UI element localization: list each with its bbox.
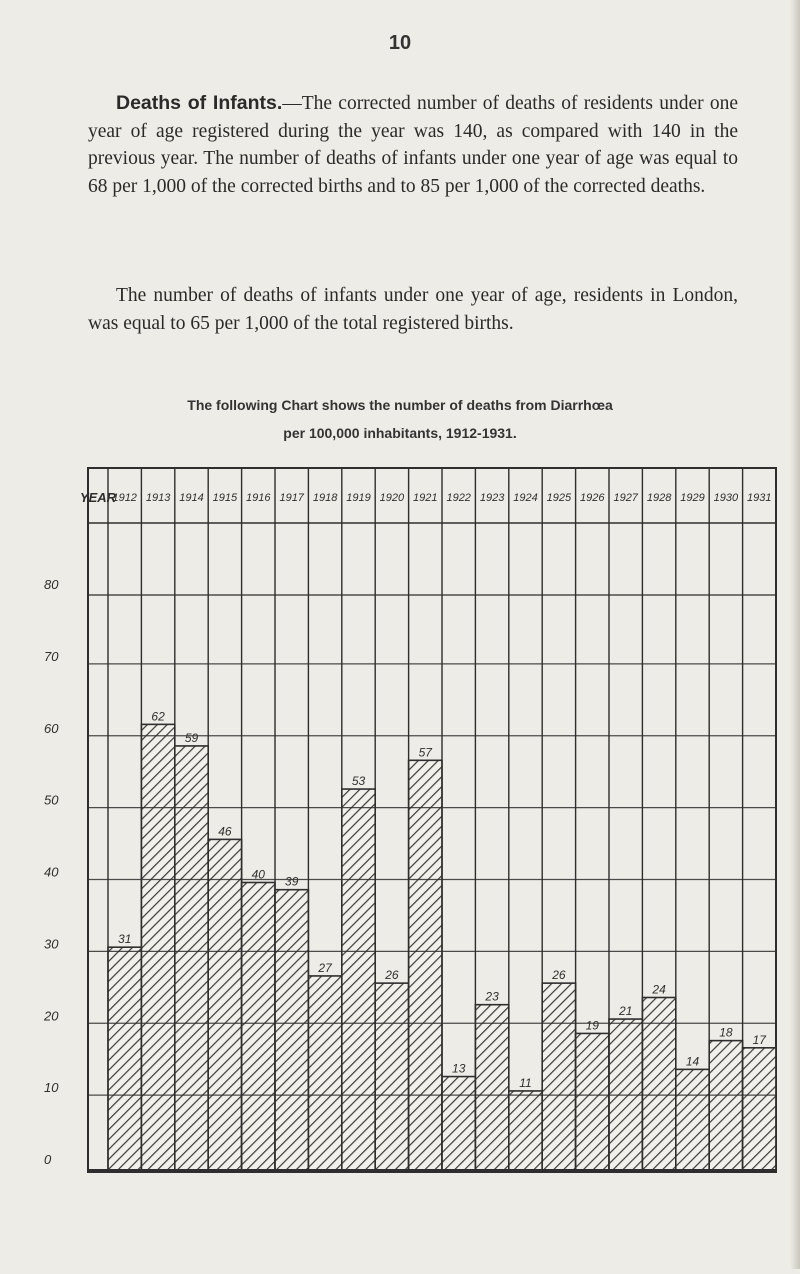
chart-value-label: 40: [251, 867, 265, 882]
chart-value-label: 21: [619, 1004, 633, 1019]
chart-value-label: 26: [385, 968, 399, 983]
chart-year-label: 1920: [379, 492, 405, 504]
chart-bar: [275, 890, 308, 1170]
chart-bar: [141, 724, 174, 1170]
chart-y-tick-label: 60: [44, 720, 59, 736]
chart-year-label: 1926: [580, 492, 605, 504]
chart-year-label: 1923: [479, 492, 505, 504]
chart-value-label: 13: [452, 1061, 466, 1076]
chart-y-tick-label: 10: [44, 1080, 59, 1096]
chart-y-tick-label: 50: [44, 792, 59, 808]
chart-bar: [676, 1069, 709, 1170]
chart-year-label: 1916: [246, 492, 271, 504]
chart-bar: [709, 1041, 742, 1170]
chart-value-label: 59: [184, 730, 199, 745]
chart-year-label: 1929: [680, 492, 705, 504]
chart-value-label: 14: [685, 1054, 700, 1069]
chart-bar: [409, 760, 442, 1170]
chart-caption-line-2: per 100,000 inhabitants, 1912-1931.: [283, 425, 517, 441]
chart-bar: [542, 983, 575, 1170]
chart-year-label: 1912: [112, 492, 137, 504]
chart-y-tick-label: 80: [44, 577, 59, 592]
chart-year-label: 1921: [413, 492, 438, 504]
chart-y-tick-label: 30: [44, 936, 59, 952]
chart-year-label: 1919: [346, 492, 371, 504]
chart-year-label: 1915: [212, 492, 238, 504]
chart-value-label: 31: [118, 932, 132, 947]
page-number: 10: [388, 32, 412, 54]
chart-y-tick-label: 20: [44, 1008, 59, 1024]
chart-value-label: 62: [151, 709, 165, 724]
paragraph-body: —The corrected number of deaths of residents under one year of age registered during the year was 140, as compared with 140 in the previous year. The number of deaths of infants under one year of age was equal to 68 per 1,000 of the corrected births and to 85 per 1,000 of the corrected deaths.: [88, 93, 738, 197]
chart-bar: [375, 983, 408, 1170]
chart-value-label: 18: [719, 1025, 733, 1040]
chart-year-label: 1917: [279, 492, 304, 504]
chart-value-label: 23: [485, 989, 499, 1004]
chart-year-label: 1927: [613, 492, 638, 504]
chart-bar: [308, 976, 341, 1170]
chart-year-label: 1913: [145, 492, 171, 504]
chart-value-label: 46: [218, 824, 232, 839]
chart-header-label: YEAR: [79, 490, 117, 505]
chart-bar: [475, 1005, 508, 1170]
paragraph-heading: Deaths of Infants.: [116, 92, 283, 114]
chart-year-label: 1922: [446, 492, 471, 504]
chart-value-label: 53: [351, 774, 366, 789]
page-edge-shadow: [790, 0, 800, 1269]
chart-value-label: 24: [652, 982, 666, 997]
chart-value-label: 11: [519, 1075, 532, 1090]
chart-bar: [743, 1048, 776, 1170]
chart-bar: [442, 1077, 475, 1170]
chart-bar: [342, 789, 375, 1170]
chart-bar: [242, 883, 275, 1171]
chart-bar: [208, 839, 241, 1170]
chart-bar: [576, 1033, 609, 1170]
chart-year-label: 1930: [713, 492, 739, 504]
chart-value-label: 27: [318, 960, 332, 975]
chart-year-label: 1924: [513, 492, 538, 504]
chart-year-label: 1914: [179, 492, 204, 504]
chart-bar: [175, 746, 208, 1170]
chart-y-tick-label: 40: [44, 864, 59, 880]
chart-value-label: 17: [752, 1032, 766, 1047]
chart-value-label: 19: [585, 1018, 599, 1033]
chart-year-label: 1928: [646, 492, 672, 504]
chart-y-tick-label: 70: [44, 648, 59, 664]
chart-year-label: 1918: [312, 492, 338, 504]
paragraph-london-rate: The number of deaths of infants under one year of age, residents in London, was equal to 65 per 1,000 of the total registered births.: [88, 285, 738, 334]
chart-y-tick-label: 0: [44, 1152, 52, 1167]
chart-bar: [108, 947, 141, 1170]
chart-value-label: 39: [285, 874, 299, 889]
chart-value-label: 26: [552, 968, 566, 983]
chart-caption-line-1: The following Chart shows the number of deaths from Diarrhœa: [187, 397, 613, 413]
chart-bar: [509, 1091, 542, 1170]
chart-year-label: 1931: [747, 492, 772, 504]
chart-value-label: 57: [418, 745, 432, 760]
chart-year-label: 1925: [546, 492, 572, 504]
